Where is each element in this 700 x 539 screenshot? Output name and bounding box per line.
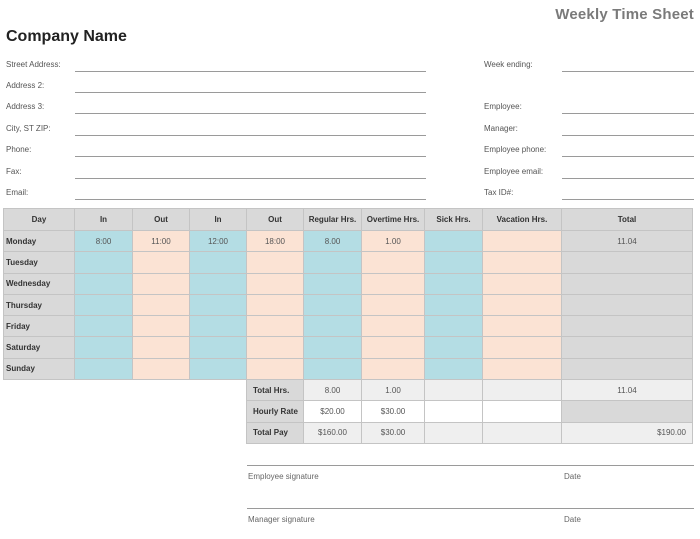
total-hrs-row bbox=[4, 380, 693, 401]
fax-label: Fax: bbox=[6, 167, 22, 176]
overtime-hrs-cell[interactable] bbox=[362, 316, 425, 337]
in2-cell[interactable] bbox=[190, 316, 247, 337]
table-row bbox=[4, 316, 693, 337]
regular-hrs-cell[interactable] bbox=[304, 273, 362, 294]
fax-row bbox=[6, 165, 426, 185]
address3-field[interactable] bbox=[75, 113, 426, 114]
city-field[interactable] bbox=[75, 135, 426, 136]
manager-signature-label: Manager signature bbox=[248, 515, 315, 524]
vacation-hrs-cell[interactable] bbox=[483, 252, 562, 273]
employee-row bbox=[484, 100, 694, 120]
in1-cell[interactable]: 8:00 bbox=[75, 231, 133, 252]
address3-row bbox=[6, 100, 426, 120]
in2-cell[interactable] bbox=[190, 337, 247, 358]
vacation-hrs-cell[interactable] bbox=[483, 358, 562, 379]
spacer bbox=[4, 380, 247, 401]
total-pay-row bbox=[4, 422, 693, 443]
regular-hrs-cell[interactable] bbox=[304, 358, 362, 379]
out1-cell[interactable] bbox=[133, 316, 190, 337]
table-row bbox=[4, 252, 693, 273]
in2-cell[interactable] bbox=[190, 252, 247, 273]
col-out-1: Out bbox=[133, 209, 190, 231]
total-regular-hrs: 8.00 bbox=[304, 380, 362, 401]
in2-cell[interactable] bbox=[190, 294, 247, 315]
out2-cell[interactable]: 18:00 bbox=[247, 231, 304, 252]
total-cell bbox=[562, 273, 693, 294]
rate-total-cell bbox=[562, 401, 693, 422]
street-address-field[interactable] bbox=[75, 71, 426, 72]
tax-id-label: Tax ID#: bbox=[484, 188, 514, 197]
out1-cell[interactable] bbox=[133, 294, 190, 315]
vacation-hrs-cell[interactable] bbox=[483, 273, 562, 294]
in2-cell[interactable] bbox=[190, 273, 247, 294]
day-label: Wednesday bbox=[4, 273, 75, 294]
vacation-hrs-cell[interactable] bbox=[483, 337, 562, 358]
total-cell bbox=[562, 316, 693, 337]
week-ending-row bbox=[484, 58, 694, 78]
out2-cell[interactable] bbox=[247, 337, 304, 358]
day-label: Friday bbox=[4, 316, 75, 337]
col-in-1: In bbox=[75, 209, 133, 231]
total-overtime-hrs: 1.00 bbox=[362, 380, 425, 401]
total-cell bbox=[562, 358, 693, 379]
day-label: Thursday bbox=[4, 294, 75, 315]
hourly-rate-label: Hourly Rate bbox=[247, 401, 304, 422]
out1-cell[interactable] bbox=[133, 273, 190, 294]
fax-field[interactable] bbox=[75, 178, 426, 179]
table-row bbox=[4, 358, 693, 379]
sick-hrs-cell[interactable] bbox=[425, 316, 483, 337]
sick-hrs-cell[interactable] bbox=[425, 273, 483, 294]
out1-cell[interactable] bbox=[133, 337, 190, 358]
week-ending-field[interactable] bbox=[562, 71, 694, 72]
phone-field[interactable] bbox=[75, 156, 426, 157]
email-label: Email: bbox=[6, 188, 29, 197]
street-address-label: Street Address: bbox=[6, 60, 61, 69]
total-sick-hrs bbox=[425, 380, 483, 401]
overtime-pay-cell: $30.00 bbox=[362, 422, 425, 443]
regular-pay-cell: $160.00 bbox=[304, 422, 362, 443]
total-cell bbox=[562, 252, 693, 273]
out2-cell[interactable] bbox=[247, 358, 304, 379]
in1-cell[interactable] bbox=[75, 358, 133, 379]
out1-cell[interactable] bbox=[133, 358, 190, 379]
in2-cell[interactable] bbox=[190, 358, 247, 379]
address2-field[interactable] bbox=[75, 92, 426, 93]
col-regular-hrs: Regular Hrs. bbox=[304, 209, 362, 231]
address2-label: Address 2: bbox=[6, 81, 45, 90]
sick-hrs-cell[interactable] bbox=[425, 337, 483, 358]
col-total: Total bbox=[562, 209, 693, 231]
overtime-hrs-cell[interactable] bbox=[362, 337, 425, 358]
total-cell bbox=[562, 294, 693, 315]
employee-email-row bbox=[484, 165, 694, 185]
in1-cell[interactable] bbox=[75, 273, 133, 294]
table-row bbox=[4, 337, 693, 358]
out2-cell[interactable] bbox=[247, 294, 304, 315]
out1-cell[interactable]: 11:00 bbox=[133, 231, 190, 252]
vacation-hrs-cell[interactable] bbox=[483, 316, 562, 337]
sick-hrs-cell[interactable] bbox=[425, 294, 483, 315]
table-row bbox=[4, 231, 693, 252]
total-pay-label: Total Pay bbox=[247, 422, 304, 443]
in1-cell[interactable] bbox=[75, 316, 133, 337]
total-cell: 11.04 bbox=[562, 231, 693, 252]
overtime-hrs-cell[interactable] bbox=[362, 358, 425, 379]
total-hrs-label: Total Hrs. bbox=[247, 380, 304, 401]
timesheet-table bbox=[3, 208, 693, 444]
sick-rate-cell[interactable] bbox=[425, 401, 483, 422]
street-address-row bbox=[6, 58, 426, 78]
vacation-rate-cell[interactable] bbox=[483, 401, 562, 422]
sick-hrs-cell[interactable] bbox=[425, 358, 483, 379]
phone-row bbox=[6, 143, 426, 163]
in1-cell[interactable] bbox=[75, 252, 133, 273]
email-row bbox=[6, 186, 426, 206]
employee-phone-row bbox=[484, 143, 694, 163]
spacer bbox=[4, 401, 247, 422]
regular-hrs-cell[interactable] bbox=[304, 316, 362, 337]
city-row bbox=[6, 122, 426, 142]
employee-phone-label: Employee phone: bbox=[484, 145, 547, 154]
col-sick-hrs: Sick Hrs. bbox=[425, 209, 483, 231]
vacation-hrs-cell[interactable] bbox=[483, 294, 562, 315]
tax-id-field[interactable] bbox=[562, 199, 694, 200]
day-label: Sunday bbox=[4, 358, 75, 379]
col-out-2: Out bbox=[247, 209, 304, 231]
regular-hrs-cell[interactable]: 8.00 bbox=[304, 231, 362, 252]
day-label: Monday bbox=[4, 231, 75, 252]
overtime-hrs-cell[interactable] bbox=[362, 294, 425, 315]
email-field[interactable] bbox=[75, 199, 426, 200]
address2-row bbox=[6, 79, 426, 99]
city-label: City, ST ZIP: bbox=[6, 124, 51, 133]
total-pay-total: $190.00 bbox=[562, 422, 693, 443]
total-cell bbox=[562, 337, 693, 358]
sick-hrs-cell[interactable] bbox=[425, 231, 483, 252]
employee-date-label: Date bbox=[564, 472, 581, 481]
overtime-rate-cell[interactable]: $30.00 bbox=[362, 401, 425, 422]
overtime-hrs-cell[interactable]: 1.00 bbox=[362, 231, 425, 252]
employee-email-field[interactable] bbox=[562, 178, 694, 179]
regular-hrs-cell[interactable] bbox=[304, 337, 362, 358]
col-vacation-hrs: Vacation Hrs. bbox=[483, 209, 562, 231]
tax-id-row bbox=[484, 186, 694, 206]
manager-signature-line[interactable] bbox=[247, 508, 694, 509]
total-hrs-total: 11.04 bbox=[562, 380, 693, 401]
employee-signature-line[interactable] bbox=[247, 465, 694, 466]
employee-email-label: Employee email: bbox=[484, 167, 544, 176]
manager-row bbox=[484, 122, 694, 142]
regular-rate-cell[interactable]: $20.00 bbox=[304, 401, 362, 422]
table-row bbox=[4, 273, 693, 294]
manager-field[interactable] bbox=[562, 135, 694, 136]
in2-cell[interactable]: 12:00 bbox=[190, 231, 247, 252]
header-row bbox=[4, 209, 693, 231]
in1-cell[interactable] bbox=[75, 294, 133, 315]
week-ending-label: Week ending: bbox=[484, 60, 533, 69]
vacation-hrs-cell[interactable] bbox=[483, 231, 562, 252]
col-overtime-hrs: Overtime Hrs. bbox=[362, 209, 425, 231]
spacer bbox=[4, 422, 247, 443]
address3-label: Address 3: bbox=[6, 102, 45, 111]
total-vacation-hrs bbox=[483, 380, 562, 401]
manager-date-label: Date bbox=[564, 515, 581, 524]
sick-hrs-cell[interactable] bbox=[425, 252, 483, 273]
sick-pay-cell bbox=[425, 422, 483, 443]
day-label: Tuesday bbox=[4, 252, 75, 273]
out2-cell[interactable] bbox=[247, 316, 304, 337]
out2-cell[interactable] bbox=[247, 252, 304, 273]
company-name[interactable]: Company Name bbox=[6, 28, 127, 45]
vacation-pay-cell bbox=[483, 422, 562, 443]
employee-phone-field[interactable] bbox=[562, 156, 694, 157]
out1-cell[interactable] bbox=[133, 252, 190, 273]
phone-label: Phone: bbox=[6, 145, 32, 154]
employee-signature-label: Employee signature bbox=[248, 472, 319, 481]
overtime-hrs-cell[interactable] bbox=[362, 252, 425, 273]
day-label: Saturday bbox=[4, 337, 75, 358]
hourly-rate-row bbox=[4, 401, 693, 422]
sheet-title: Weekly Time Sheet bbox=[555, 6, 694, 23]
out2-cell[interactable] bbox=[247, 273, 304, 294]
manager-label: Manager: bbox=[484, 124, 518, 133]
regular-hrs-cell[interactable] bbox=[304, 294, 362, 315]
regular-hrs-cell[interactable] bbox=[304, 252, 362, 273]
col-in-2: In bbox=[190, 209, 247, 231]
employee-label: Employee: bbox=[484, 102, 522, 111]
table-row bbox=[4, 294, 693, 315]
in1-cell[interactable] bbox=[75, 337, 133, 358]
employee-field[interactable] bbox=[562, 113, 694, 114]
overtime-hrs-cell[interactable] bbox=[362, 273, 425, 294]
col-day: Day bbox=[4, 209, 75, 231]
